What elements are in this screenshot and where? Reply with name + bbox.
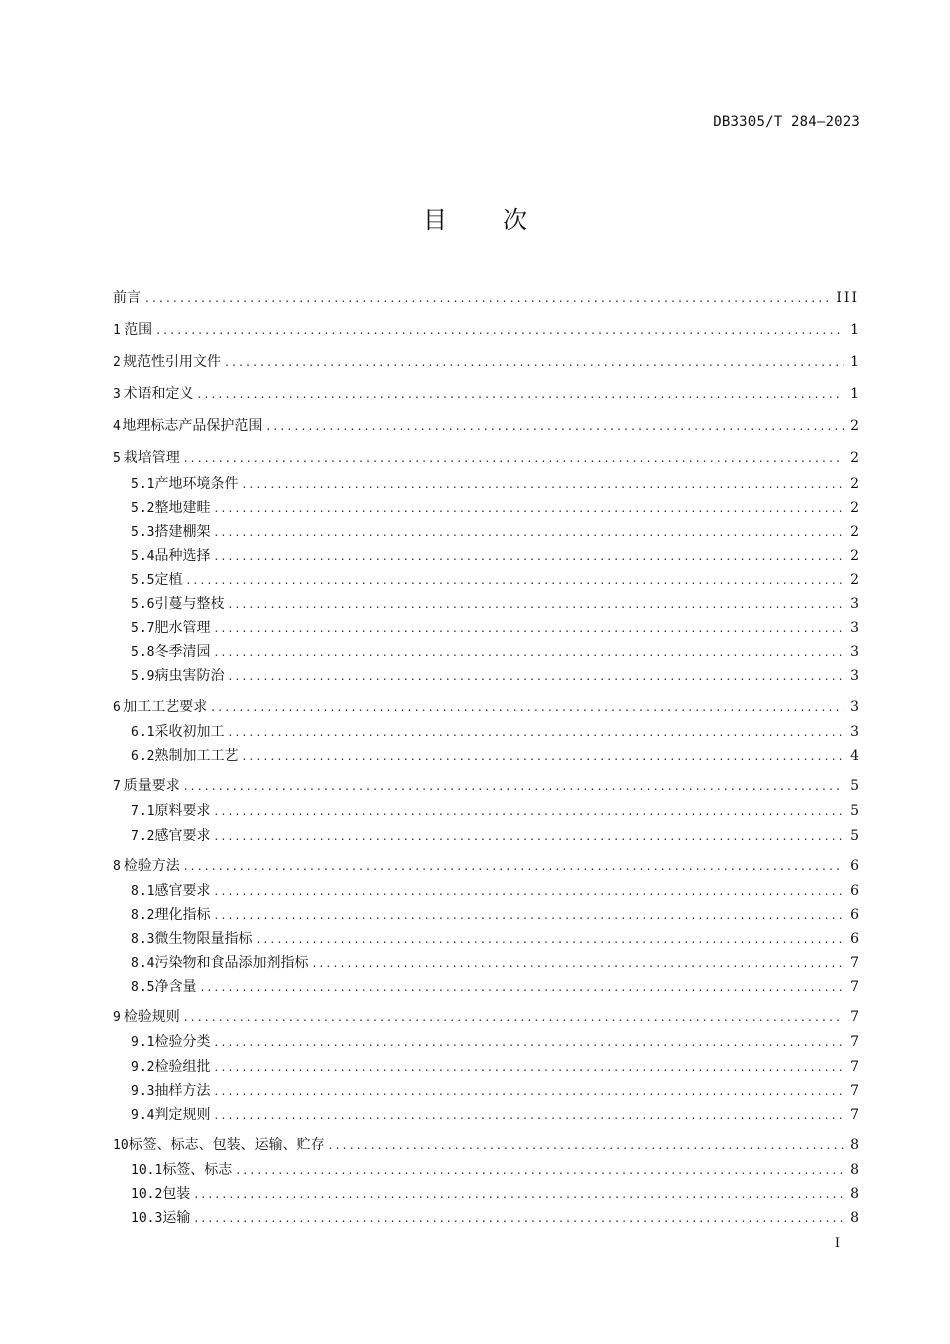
- toc-entry-number: 9.3: [131, 1084, 155, 1099]
- toc-entry-label: 栽培管理: [123, 450, 180, 466]
- toc-subentry[interactable]: [131, 473, 859, 495]
- toc-entry-page: 2: [850, 524, 859, 540]
- toc-entry-page: 3: [850, 724, 859, 740]
- toc-entry-label: 定植: [154, 572, 183, 588]
- toc-entry[interactable]: [113, 1006, 859, 1028]
- toc-entry-label: 冬季清园: [154, 644, 211, 660]
- toc-entry-label: 搭建棚架: [154, 524, 211, 540]
- toc-entry-page: 8: [850, 1137, 859, 1153]
- toc-entry[interactable]: [113, 447, 859, 469]
- toc-entry-number: 5.5: [131, 573, 155, 588]
- toc-subentry[interactable]: [131, 928, 859, 950]
- toc-subentry[interactable]: [131, 1056, 859, 1078]
- dot-leader: [242, 473, 844, 495]
- toc-entry[interactable]: [113, 351, 859, 373]
- toc-entry-number: 1: [113, 323, 121, 338]
- toc-entry-page: 2: [850, 572, 859, 588]
- toc-entry-label: 净含量: [154, 979, 197, 995]
- dot-leader: [225, 351, 844, 373]
- toc-entry-page: 2: [850, 500, 859, 516]
- toc-entry-page: 5: [850, 828, 859, 844]
- dot-leader: [186, 569, 844, 591]
- toc-entry-number: 9: [113, 1010, 121, 1025]
- toc-entry-label: 标签、标志: [162, 1162, 233, 1178]
- toc-subentry[interactable]: [131, 593, 859, 615]
- dot-leader: [200, 976, 844, 998]
- toc-entry-number: 8.4: [131, 956, 155, 971]
- toc-subentry[interactable]: [131, 952, 859, 974]
- toc-entry-label: 地理标志产品保护范围: [122, 418, 263, 434]
- toc-subentry[interactable]: [131, 1080, 859, 1102]
- toc-entry-label: 产地环境条件: [154, 476, 239, 492]
- toc-entry-number: 9.4: [131, 1108, 155, 1123]
- toc-subentry[interactable]: [131, 976, 859, 998]
- dot-leader: [214, 1104, 844, 1126]
- toc-subentry[interactable]: [131, 569, 859, 591]
- dot-leader: [214, 1056, 844, 1078]
- toc-entry-number: 2: [113, 355, 121, 370]
- toc-entry-page: 2: [850, 476, 859, 492]
- toc-entry-label: 检验组批: [154, 1059, 211, 1075]
- footer-page-number: I: [834, 1236, 840, 1251]
- toc-entry-label: 采收初加工: [154, 724, 225, 740]
- toc-entry-label: 范围: [124, 322, 153, 338]
- toc-entry-number: 5.7: [131, 621, 155, 636]
- toc-entry-page: III: [836, 290, 859, 306]
- toc-entry-label: 判定规则: [154, 1107, 211, 1123]
- toc-entry-page: 7: [850, 1083, 859, 1099]
- toc-entry-number: 8: [113, 859, 121, 874]
- dot-leader: [156, 319, 844, 341]
- toc-entry-page: 1: [850, 386, 859, 402]
- toc-entry-page: 3: [850, 668, 859, 684]
- toc-entry-page: 2: [850, 548, 859, 564]
- toc-entry-label: 前言: [113, 290, 141, 306]
- toc-entry-page: 8: [850, 1210, 859, 1226]
- toc-entry-number: 10: [113, 1138, 129, 1153]
- title-char-2: 次: [503, 206, 527, 234]
- toc-entry-page: 7: [850, 955, 859, 971]
- toc-entry-page: 4: [850, 748, 859, 764]
- toc-entry-page: 8: [850, 1162, 859, 1178]
- dot-leader: [184, 447, 844, 469]
- dot-leader: [198, 383, 845, 405]
- dot-leader: [184, 855, 844, 877]
- dot-leader: [312, 952, 844, 974]
- dot-leader: [214, 1080, 844, 1102]
- toc-entry-page: 2: [850, 450, 859, 466]
- toc-entry-page: 2: [850, 418, 859, 434]
- dot-leader: [214, 825, 844, 847]
- toc-entry-label: 理化指标: [154, 907, 211, 923]
- toc-entry-page: 6: [850, 883, 859, 899]
- toc-entry-number: 5.1: [131, 477, 155, 492]
- dot-leader: [214, 880, 844, 902]
- toc-entry-number: 10.1: [131, 1163, 163, 1178]
- toc-entry-label: 肥水管理: [154, 620, 211, 636]
- dot-leader: [211, 696, 844, 718]
- toc-entry-number: 4: [113, 419, 121, 434]
- toc-entry-page: 1: [850, 354, 859, 370]
- toc-entry-page: 6: [850, 858, 859, 874]
- dot-leader: [228, 721, 844, 743]
- dot-leader: [214, 497, 844, 519]
- toc-subentry[interactable]: [131, 1207, 859, 1229]
- toc-entry-number: 7: [113, 779, 121, 794]
- toc-entry-page: 3: [850, 644, 859, 660]
- dot-leader: [266, 415, 844, 437]
- toc-entry[interactable]: [113, 696, 859, 718]
- dot-leader: [236, 1159, 844, 1181]
- toc-entry-label: 熟制加工工艺: [154, 748, 239, 764]
- toc-subentry[interactable]: [131, 721, 859, 743]
- toc-entry[interactable]: [113, 1134, 859, 1156]
- dot-leader: [145, 287, 830, 309]
- toc-entry-page: 5: [850, 778, 859, 794]
- toc-entry-page: 5: [850, 803, 859, 819]
- toc-entry-label: 原料要求: [154, 803, 211, 819]
- toc-entry-label: 污染物和食品添加剂指标: [154, 955, 309, 971]
- dot-leader: [184, 1006, 844, 1028]
- dot-leader: [214, 641, 844, 663]
- toc-entry[interactable]: [113, 855, 859, 877]
- toc-entry-label: 微生物限量指标: [154, 931, 253, 947]
- toc-subentry[interactable]: [131, 1183, 859, 1205]
- toc-entry-page: 7: [850, 1034, 859, 1050]
- toc-subentry[interactable]: [131, 497, 859, 519]
- toc-subentry[interactable]: [131, 521, 859, 543]
- toc-entry-label: 检验规则: [123, 1009, 180, 1025]
- dot-leader: [242, 745, 844, 767]
- toc-subentry[interactable]: [131, 825, 859, 847]
- toc-entry-number: 5.4: [131, 549, 155, 564]
- toc-subentry[interactable]: [131, 800, 859, 822]
- toc-entry-number: 6.2: [131, 749, 155, 764]
- toc-entry-number: 3: [113, 387, 121, 402]
- toc-entry[interactable]: [113, 775, 859, 797]
- toc-entry-page: 8: [850, 1186, 859, 1202]
- toc-entry-page: 3: [850, 596, 859, 612]
- toc-subentry[interactable]: [131, 1159, 859, 1181]
- toc-subentry[interactable]: [131, 641, 859, 663]
- toc-subentry[interactable]: [131, 545, 859, 567]
- toc-entry-page: 7: [850, 979, 859, 995]
- toc-entry-number: 5.8: [131, 645, 155, 660]
- toc-entry-page: 7: [850, 1107, 859, 1123]
- toc-entry-number: 9.1: [131, 1035, 155, 1050]
- dot-leader: [214, 1031, 844, 1053]
- toc-entry[interactable]: [113, 287, 859, 309]
- toc-entry-page: 6: [850, 931, 859, 947]
- dot-leader: [214, 617, 844, 639]
- dot-leader: [214, 904, 844, 926]
- toc-entry-label: 检验方法: [123, 858, 180, 874]
- toc-entry-number: 7.2: [131, 829, 155, 844]
- toc-entry-page: 1: [850, 322, 859, 338]
- toc-entry-number: 8.1: [131, 884, 155, 899]
- toc-entry-label: 感官要求: [154, 828, 211, 844]
- toc-entry-label: 感官要求: [154, 883, 211, 899]
- toc-entry-number: 9.2: [131, 1060, 155, 1075]
- dot-leader: [329, 1134, 844, 1156]
- toc-entry-label: 病虫害防治: [154, 668, 225, 684]
- toc-subentry[interactable]: [131, 617, 859, 639]
- toc-subentry[interactable]: [131, 745, 859, 767]
- dot-leader: [184, 775, 844, 797]
- toc-entry-number: 5.2: [131, 501, 155, 516]
- dot-leader: [228, 665, 844, 687]
- toc-entry-label: 引蔓与整枝: [154, 596, 225, 612]
- toc-entry[interactable]: [113, 415, 859, 437]
- toc-subentry[interactable]: [131, 1104, 859, 1126]
- toc-entry-page: 7: [850, 1009, 859, 1025]
- toc-entry-number: 5.6: [131, 597, 155, 612]
- toc-entry-label: 术语和定义: [123, 386, 194, 402]
- toc-entry-label: 抽样方法: [154, 1083, 211, 1099]
- toc-entry[interactable]: [113, 383, 859, 405]
- toc-entry-label: 整地建畦: [154, 500, 211, 516]
- toc-subentry[interactable]: [131, 1031, 859, 1053]
- toc-entry-number: 8.2: [131, 908, 155, 923]
- toc-entry-page: 7: [850, 1059, 859, 1075]
- dot-leader: [214, 545, 844, 567]
- toc-entry-number: 10.3: [131, 1211, 163, 1226]
- toc-entry[interactable]: [113, 319, 859, 341]
- toc-subentry[interactable]: [131, 665, 859, 687]
- toc-subentry[interactable]: [131, 904, 859, 926]
- toc-entry-label: 品种选择: [154, 548, 211, 564]
- toc-entry-number: 7.1: [131, 804, 155, 819]
- dot-leader: [256, 928, 844, 950]
- toc-entry-label: 质量要求: [123, 778, 180, 794]
- toc-entry-number: 6: [113, 700, 121, 715]
- toc-entry-number: 10.2: [131, 1187, 163, 1202]
- toc-entry-number: 8.5: [131, 980, 155, 995]
- toc-entry-number: 8.3: [131, 932, 155, 947]
- toc-entry-page: 6: [850, 907, 859, 923]
- dot-leader: [214, 800, 844, 822]
- document-code: DB3305/T 284—2023: [713, 114, 860, 130]
- toc-entry-number: 6.1: [131, 725, 155, 740]
- title-char-1: 目: [423, 206, 447, 234]
- toc-entry-page: 3: [850, 699, 859, 715]
- toc-entry-page: 3: [850, 620, 859, 636]
- dot-leader: [228, 593, 844, 615]
- toc-entry-number: 5: [113, 451, 121, 466]
- toc-entry-number: 5.3: [131, 525, 155, 540]
- dot-leader: [194, 1183, 844, 1205]
- toc-entry-label: 包装: [162, 1186, 191, 1202]
- toc-entry-label: 加工工艺要求: [123, 699, 208, 715]
- toc-entry-label: 标签、标志、包装、运输、贮存: [128, 1137, 325, 1153]
- toc-entry-number: 5.9: [131, 669, 155, 684]
- toc-entry-label: 规范性引用文件: [123, 354, 222, 370]
- dot-leader: [214, 521, 844, 543]
- toc-subentry[interactable]: [131, 880, 859, 902]
- toc-entry-label: 检验分类: [154, 1034, 211, 1050]
- dot-leader: [194, 1207, 844, 1229]
- toc-entry-label: 运输: [162, 1210, 191, 1226]
